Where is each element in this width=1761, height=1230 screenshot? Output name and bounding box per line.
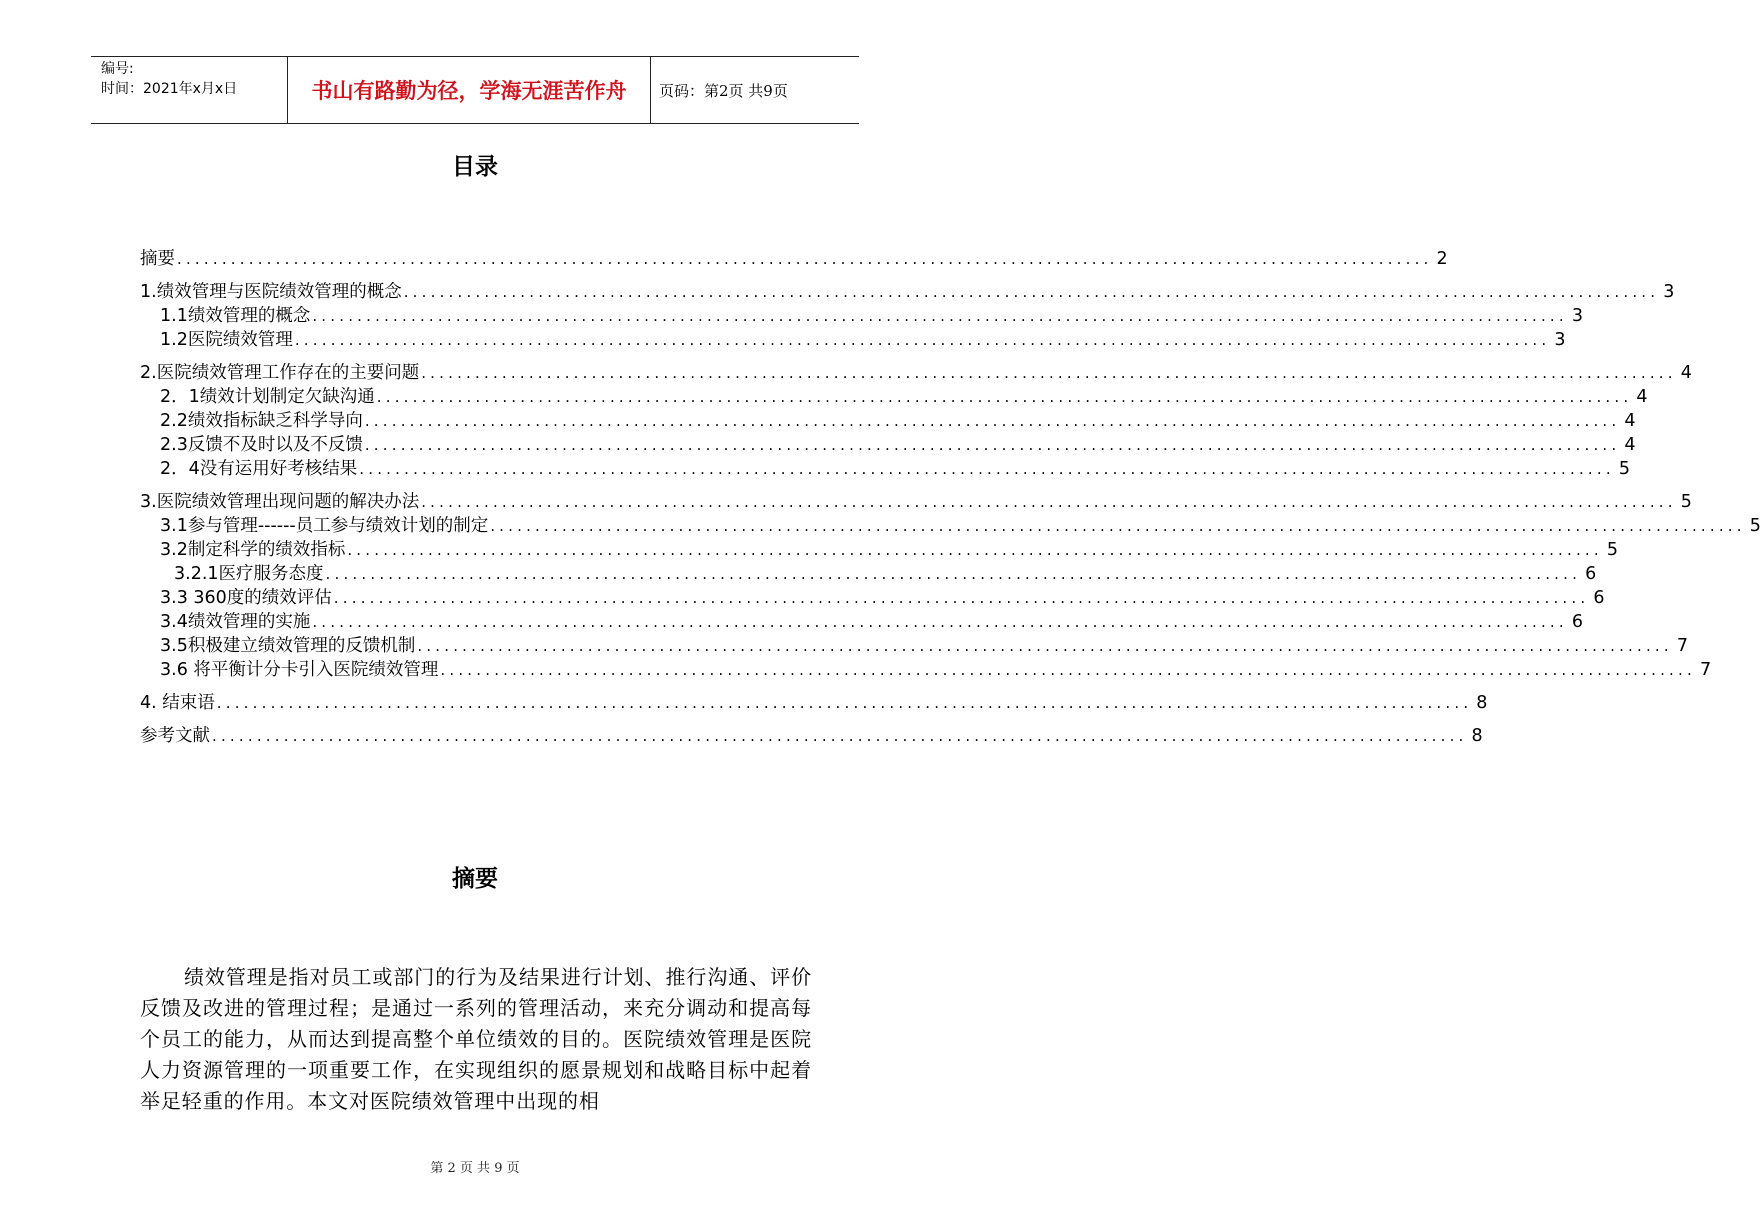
toc-entry-title: 3.6 将平衡计分卡引入医院绩效管理 xyxy=(160,660,439,680)
toc-entry-title: 1.绩效管理与医院绩效管理的概念 xyxy=(140,282,402,302)
toc-leader-dots: ............................................................................................................................................ xyxy=(364,412,1621,430)
toc-leader-dots: ............................................................................................................................................ xyxy=(421,493,1677,511)
toc-entry[interactable] xyxy=(140,433,1636,457)
toc-leader-dots: ............................................................................................................................................ xyxy=(490,517,1746,535)
toc-entry-title: 3.2.1医疗服务态度 xyxy=(174,564,324,584)
toc-entry-page: 8 xyxy=(1476,693,1488,713)
toc-entry-title: 2.2绩效指标缺乏科学导向 xyxy=(160,411,363,431)
toc-leader-dots: ............................................................................................................................................ xyxy=(333,589,1590,607)
document-time: 时间：2021年x月x日 xyxy=(101,81,238,97)
toc-entry[interactable] xyxy=(140,361,1692,385)
toc-entry-page: 8 xyxy=(1471,726,1483,746)
toc-entry-page: 3 xyxy=(1554,330,1566,350)
toc-entry-page: 4 xyxy=(1624,411,1636,431)
toc-leader-dots: ............................................................................................................................................ xyxy=(376,388,1633,406)
toc-leader-dots: ............................................................................................................................................ xyxy=(325,565,1582,583)
toc-entry[interactable] xyxy=(140,634,1689,658)
toc-entry-page: 5 xyxy=(1749,516,1761,536)
toc-leader-dots: ............................................................................................................................................ xyxy=(212,727,1468,745)
toc-entry-page: 4 xyxy=(1624,435,1636,455)
toc-entry-page: 7 xyxy=(1676,636,1689,656)
toc-leader-dots: ............................................................................................................................................ xyxy=(312,613,1568,631)
toc-entry-title: 2．1绩效计划制定欠缺沟通 xyxy=(160,387,375,407)
toc-entry-title: 4. 结束语 xyxy=(140,693,215,713)
toc-entry[interactable] xyxy=(140,490,1692,514)
toc-leader-dots: ............................................................................................................................................ xyxy=(364,436,1621,454)
toc-entry-title: 参考文献 xyxy=(140,726,210,746)
toc-entry-page: 6 xyxy=(1593,588,1605,608)
toc-entry-page: 4 xyxy=(1680,363,1692,383)
toc-entry-page: 6 xyxy=(1585,564,1597,584)
toc-entry-title: 3.5积极建立绩效管理的反馈机制 xyxy=(160,636,416,656)
toc-entry-title: 3.医院绩效管理出现问题的解决办法 xyxy=(140,492,420,512)
abstract-body xyxy=(140,962,812,1117)
toc-entry[interactable] xyxy=(140,610,1584,634)
toc-entry-title: 3.3 360度的绩效评估 xyxy=(160,588,332,608)
toc-entry-title: 3.1参与管理------员工参与绩效计划的制定 xyxy=(160,516,489,536)
header-page-info: 页码：第2页 共9页 xyxy=(659,81,788,100)
toc-entry[interactable] xyxy=(140,586,1605,610)
abstract-title: 摘要 xyxy=(452,866,498,892)
toc-entry[interactable] xyxy=(140,724,1483,748)
toc-leader-dots: ............................................................................................................................................ xyxy=(312,307,1568,325)
toc-entry-title: 3.2制定科学的绩效指标 xyxy=(160,540,346,560)
table-of-contents xyxy=(140,247,1761,748)
toc-entry-page: 4 xyxy=(1636,387,1648,407)
toc-entry[interactable] xyxy=(140,385,1648,409)
toc-entry-page: 5 xyxy=(1606,540,1619,560)
toc-entry-page: 6 xyxy=(1571,612,1584,632)
header-motto: 书山有路勤为径，学海无涯苦作舟 xyxy=(287,57,651,123)
toc-entry[interactable] xyxy=(140,658,1712,682)
toc-entry[interactable] xyxy=(140,457,1630,481)
toc-leader-dots: ............................................................................................................................................ xyxy=(359,460,1615,478)
toc-entry[interactable] xyxy=(140,514,1761,538)
toc-entry-page: 7 xyxy=(1699,660,1712,680)
toc-entry-page: 5 xyxy=(1618,459,1630,479)
toc-entry[interactable] xyxy=(140,409,1636,433)
toc-leader-dots: ............................................................................................................................................ xyxy=(216,694,1473,712)
toc-entry-title: 2．4没有运用好考核结果 xyxy=(160,459,358,479)
toc-entry-title: 摘要 xyxy=(140,249,175,269)
toc-entry[interactable] xyxy=(140,328,1566,352)
toc-entry-title: 2.3反馈不及时以及不反馈 xyxy=(160,435,363,455)
toc-entry-title: 1.2医院绩效管理 xyxy=(160,330,293,350)
toc-leader-dots: ............................................................................................................................................ xyxy=(403,283,1660,301)
header-meta xyxy=(101,59,281,99)
page-header xyxy=(91,56,859,124)
toc-entry[interactable] xyxy=(140,304,1584,328)
document-number-label: 编号: xyxy=(101,61,134,77)
toc-entry-title: 1.1绩效管理的概念 xyxy=(160,306,311,326)
toc-leader-dots: ............................................................................................................................................ xyxy=(347,541,1603,559)
toc-leader-dots: ............................................................................................................................................ xyxy=(417,637,1673,655)
toc-leader-dots: ............................................................................................................................................ xyxy=(177,250,1433,268)
toc-leader-dots: ............................................................................................................................................ xyxy=(294,331,1551,349)
toc-entry[interactable] xyxy=(140,538,1619,562)
toc-entry[interactable] xyxy=(140,280,1675,304)
toc-entry-title: 3.4绩效管理的实施 xyxy=(160,612,311,632)
toc-entry-page: 5 xyxy=(1680,492,1692,512)
toc-leader-dots: ............................................................................................................................................ xyxy=(440,661,1696,679)
toc-entry-page: 3 xyxy=(1571,306,1584,326)
toc-entry-page: 3 xyxy=(1663,282,1675,302)
toc-entry-title: 2.医院绩效管理工作存在的主要问题 xyxy=(140,363,420,383)
toc-entry-page: 2 xyxy=(1436,249,1448,269)
toc-entry[interactable] xyxy=(140,562,1597,586)
toc-entry[interactable] xyxy=(140,691,1488,715)
toc-title: 目录 xyxy=(452,154,498,180)
toc-entry[interactable] xyxy=(140,247,1448,271)
page-footer: 第 2 页 共 9 页 xyxy=(430,1161,520,1176)
abstract-paragraph: 绩效管理是指对员工或部门的行为及结果进行计划、推行沟通、评价反馈及改进的管理过程；是通过一系列的管理活动，来充分调动和提高每个员工的能力，从而达到提高整个单位绩效的目的。医院绩效管理是医院人力资源管理的一项重要工作，在实现组织的愿景规划和战略目标中起着举足轻重的作用。本文对医院绩效管理中出现的相 xyxy=(140,965,812,1113)
toc-leader-dots: ............................................................................................................................................ xyxy=(421,364,1677,382)
